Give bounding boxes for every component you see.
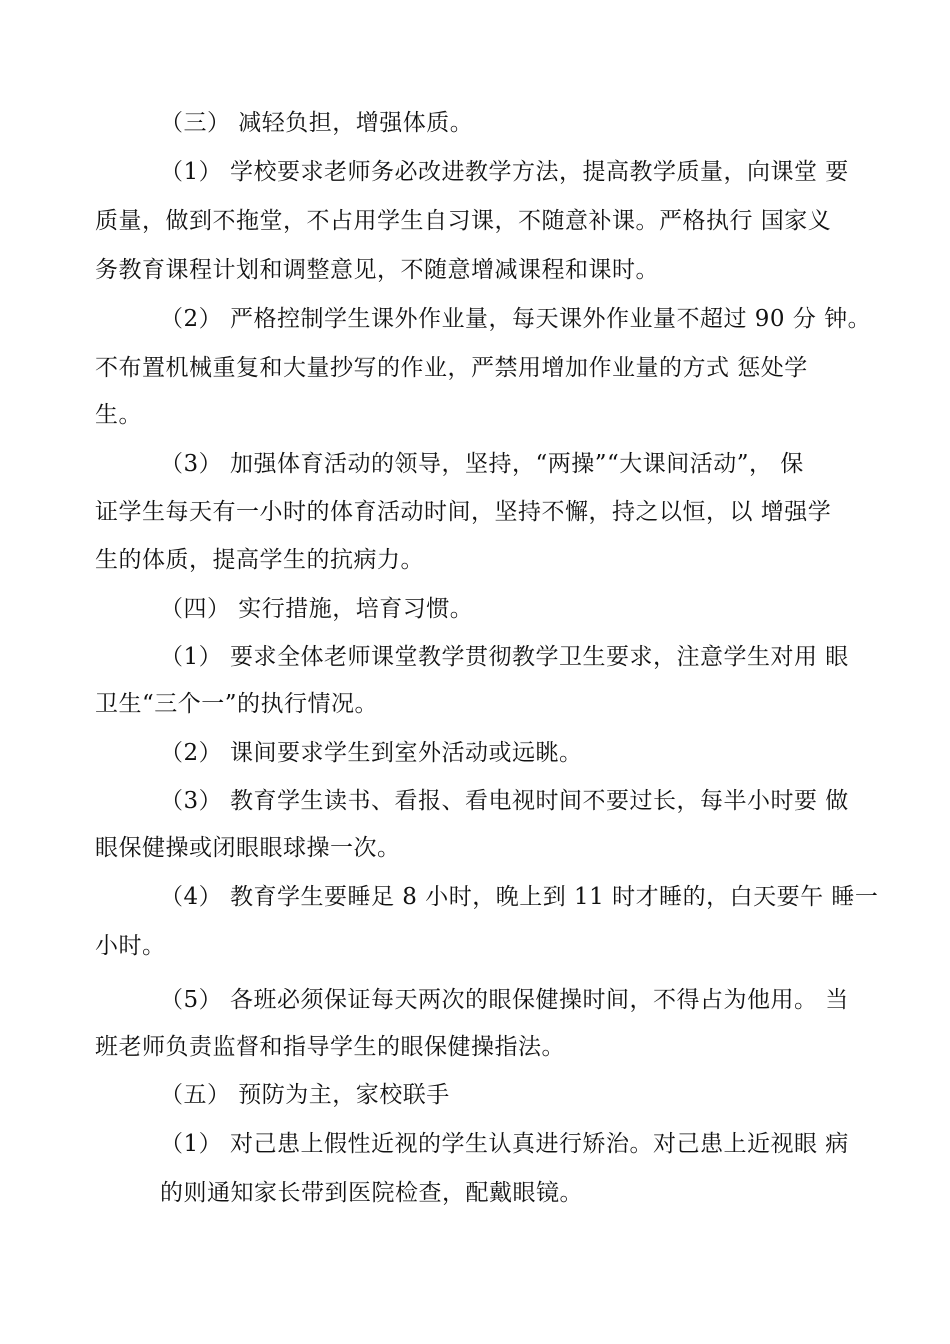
section-heading: （五） 预防为主，家校联手 [160, 1082, 450, 1108]
paragraph-line: 证学生每天有一小时的体育活动时间，坚持不懈，持之以恒，以 增强学 [95, 499, 832, 525]
paragraph-line: 生的体质，提高学生的抗病力。 [95, 547, 424, 573]
paragraph-line: 卫生“三个一”的执行情况。 [95, 691, 379, 717]
paragraph-line: （3） 加强体育活动的领导，坚持，“两操”“大课间活动”， 保 [160, 451, 804, 477]
paragraph-line: （1） 要求全体老师课堂教学贯彻教学卫生要求，注意学生对用 眼 [160, 644, 849, 670]
paragraph-line: （2） 严格控制学生课外作业量，每天课外作业量不超过 90 分 钟。 [160, 306, 872, 332]
paragraph-line: 质量，做到不拖堂，不占用学生自习课，不随意补课。严格执行 国家义 [95, 208, 832, 234]
paragraph-line: （5） 各班必须保证每天两次的眼保健操时间，不得占为他用。 当 [160, 987, 849, 1013]
paragraph-line: 的则通知家长带到医院检查，配戴眼镜。 [160, 1180, 583, 1206]
paragraph-line: 生。 [95, 402, 142, 428]
paragraph-line: （3） 教育学生读书、看报、看电视时间不要过长，每半小时要 做 [160, 788, 849, 814]
paragraph-line: 眼保健操或闭眼眼球操一次。 [95, 835, 401, 861]
paragraph-line: （2） 课间要求学生到室外活动或远眺。 [160, 740, 583, 766]
section-heading: （四） 实行措施，培育习惯。 [160, 596, 474, 622]
paragraph-line: 班老师负责监督和指导学生的眼保健操指法。 [95, 1034, 565, 1060]
paragraph-line: （1） 对己患上假性近视的学生认真进行矫治。对己患上近视眼 病 [160, 1131, 849, 1157]
section-heading: （三） 减轻负担，增强体质。 [160, 110, 474, 136]
paragraph-line: 务教育课程计划和调整意见，不随意增减课程和课时。 [95, 257, 659, 283]
paragraph-line: 不布置机械重复和大量抄写的作业，严禁用增加作业量的方式 惩处学 [95, 355, 808, 381]
paragraph-line: 小时。 [95, 933, 166, 959]
paragraph-line: （1） 学校要求老师务必改进教学方法，提高教学质量，向课堂 要 [160, 159, 849, 185]
paragraph-line: （4） 教育学生要睡足 8 小时，晚上到 11 时才睡的，白天要午 睡一 [160, 884, 879, 910]
